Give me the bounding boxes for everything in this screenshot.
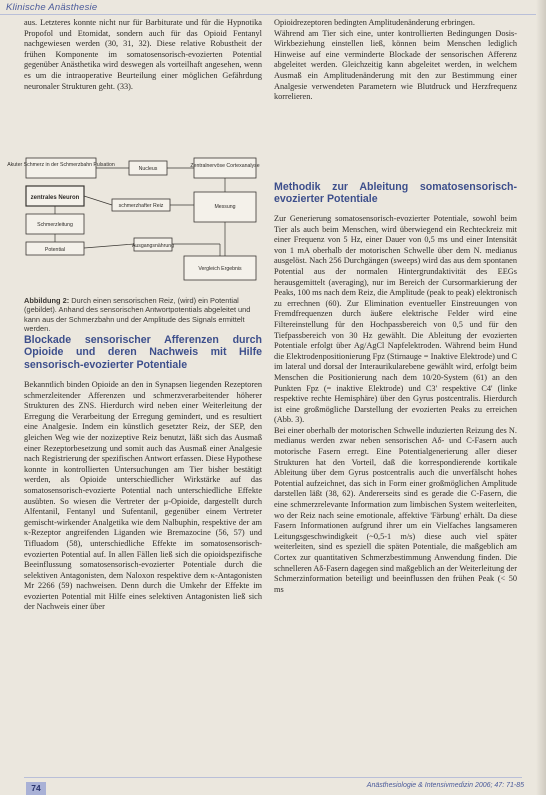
box-potential-label: Potential (44, 247, 66, 253)
left-body-paragraph: Bekanntlich binden Opioide an den in Synapsen liegenden Rezeptoren schmerzleitender Afferenzen und schmerzverarbeitender höherer Strukturen des ZNS. Hierdurch wird neben einer Weiterleitung der Erregung die Verarbeitung der Erregung gemindert, und es resultiert eine Analgesie. Indem ein künstlich gesetzter Reiz, der SEP, den gleichen Weg wie der nozizeptive Reiz benutzt, läßt sich das Ausmaß einer Rezeptorbesetzung und somit auch das Ausmaß einer Analgesie nach Registrierung der spezifischen Antwort erfassen. Diese Hypothese konnte in kontrollierten Untersuchungen am Tier bisher bestätigt werden, als Opioide unterschiedlicher Wirkstärke auf das somatosensorisch-evozierte Potential nach unterschiedliche Effekte ausübten. So wiesen die Vertreter der μ-Opioide, dargestellt durch Alfentanil, Fentanyl und Sufentanil, gegenüber einem Vertreter gemischt-wirkender Analgetika wie dem Nalbuphin, respektive der am κ-Rezeptor angreifenden Liganden wie Bremazocine (56, 57) und Tifluadom (58), unterschiedliche Effekte im somatosensorisch-evozierten Potential auf. In allen Fällen ließ sich die opioidspezifische Beeinflussung somatosensorisch-evozierter Potentiale durch die selektiven Antagonisten, dem Naloxon respektive dem κ-Antagonisten Mr 2266 (59) nachweisen. Denn durch die Umkehr der Effekte im evozierten Potential mit Hilfe eines selektiven Antagonisten ließ sich der Nachweis einer über (24, 380, 262, 612)
right-intro-paragraph: Opioidrezeptoren bedingten Amplitudenänderung erbringen. Während am Tier sich eine, unter kontrollierten Bedingungen Dosis-Wirkbeziehung einstellen ließ, können beim Menschen lediglich Hinweise auf eine verminderte Blockade der sensorischen Afferenz abgeleitet werden. Gleichzeitig kann abgeleitet werden, in welchem Ausmaß ein Amplitudenänderung mit den zur Bestimmung einer Analgesie verwendeten Parametern wie Blutdruck und Herzfrequenz korrelieren. (274, 18, 517, 102)
right-body (274, 214, 517, 595)
box-cortex-label: Zentralnervöse Cortexanalyse (190, 163, 260, 169)
left-heading-block (24, 334, 262, 371)
footer-rule (24, 777, 522, 778)
right-body-paragraph-1: Zur Generierung somatosensorisch-evozierter Potentiale, sowohl beim Tier als auch beim Menschen, wird überwiegend ein Rechteckreiz mit einer Frequenz von 5 Hz, einer Dauer von 0,5 ms und einer Intensität von 1 mA oberhalb der motorischen Schwelle über dem N. medianus ausgelöst. Nach 256 Durchgängen (sweeps) wird das aus dem spontanen Potential aus der normalen Hintergrundaktivität des EEGs herausgemittelt (averaging), nur im Bereich der Cursormarkierung der Peaks, 100 ms nach dem Reiz, die Amplitude (peak to peak) elektronisch zu errechnen (60). Zur Elimination eventueller Einstreuungen von Fremdfrequenzen durch äußere elektrische Felder wird eine Filtereinstellung für den Hochpassbereich von 0,5 und für den Tiefpassbereich von 30 Hz gewählt. Die Ableitung der evozierten Potentiale erfolgt über Ag/AgCl Napfelektroden. Während beim Hund die Elektrodenpositionierung Fpz (Stirnauge = Inaktive Elektrode) und C im lateral und dorsal der Interaurikularebene gewählt wird, erfolgt beim Menschen die Positionierung nach dem 10/20-System (61) an den Punkten Fpz (= inaktive Elektrode) und C3' respektive C4' (linke respektive rechte Hemisphäre) über den Gyrus postcentralis. Hierdurch ist eine großmögliche Darstellung der evozierten Peaks zu erreichen (Abb. 3). (274, 214, 517, 425)
figure-2-caption (24, 296, 262, 334)
page-edge-shadow (536, 0, 546, 795)
box-afferent (26, 158, 96, 178)
caption-text: Durch einen sensorischen Reiz, (wird) ein Potential (gebildet). Anhand des sensorischen Antwortpotentials abgeleitet und kann aus der Schmerzbahn und der Amplitude des Signals ermittelt werden. (24, 296, 251, 334)
header-rule (0, 14, 546, 15)
right-heading-block (274, 181, 517, 206)
box-stimulus-label: schmerzhafter Reiz (118, 203, 164, 209)
running-head: Klinische Anästhesie (6, 2, 98, 13)
caption-label: Abbildung 2: (24, 296, 70, 305)
page-number: 74 (31, 783, 41, 793)
left-intro (24, 18, 262, 92)
box-vergleich-label: Vergleich Ergebnis (198, 266, 242, 272)
right-intro (274, 18, 517, 103)
box-mgr-label: Messung (214, 204, 236, 210)
box-zentral-label: zentrales Neuron (30, 195, 80, 201)
box-interneuron-label: Schmerzleitung (37, 222, 73, 228)
journal-reference: Anästhesiologie & Intensivmedizin 2006; 47: 71-85 (366, 782, 524, 789)
figure-2-diagram (7, 156, 262, 293)
box-afferent-label: Akuter Schmerz in der Schmerzbahn Pulsation (7, 162, 115, 168)
left-body (24, 380, 262, 613)
section-heading-methodik: Methodik zur Ableitung somatosensorisch-evozierter Potentiale (274, 181, 517, 206)
section-heading-blockade: Blockade sensorischer Afferenzen durch Opioide und deren Nachweis mit Hilfe sensorisch-evozierter Potentiale (24, 334, 262, 371)
box-ausgang-label: Ausgangsnährung (131, 243, 175, 249)
right-body-paragraph-2: Bei einer oberhalb der motorischen Schwelle induzierten Reizung des N. medianus werden zwar neben sensorischen Aδ- und C-Fasern auch motorische Fasern erregt. Eine Potentialgenerierung aller dieser Strukturen hat den Vorteil, daß die korrespondierende kortikale Ableitung über dem Gyrus postcentralis auch die unverfälscht hohes Potential aufzeichnet, das sich in Form einer großmöglichen Amplitude darstellen läßt (38, 62). Andererseits sind es gerade die C-Fasern, die eine schmerzrelevante Information zum limbischen System weiterleiten, wo der Reiz nach seine emotionale, affektive 'Färbung' erhält. Da diese Fasern Informationen aufgrund ihrer um ein Vielfaches langsameren Leitungsgeschwindigkeit (~0,5-1 m/s) diese auch viel später weiterleiten, sind es speziell die späten Potentiale, die maßgeblich am Cortex zur quantitativen Schmerzbestimmung Anwendung finden. Die schnelleren Aδ-Fasern dagegen sind maßgeblich an der Weiterleitung der Schmerzinformation beteiligt und beeinflussen den frühen Peak (< 50 ms (274, 425, 517, 594)
box-nucleus-label: Nucleus (138, 166, 158, 172)
left-intro-paragraph: aus. Letzteres konnte nicht nur für Barbiturate und für die Hypnotika Propofol und Etomidat, sondern auch für das Opioid Fentanyl nachgewiesen werden (30, 31, 32). Diese relative Robustheit der frühen Komponente im somatosensorisch-evozierten Potential gegenüber Anästhetika wird deswegen als vorteilhaft angesehen, wenn es um die intraoperative Beurteilung einer möglichen Gefährdung neuronaler Strukturen geht. (33). (24, 18, 262, 91)
